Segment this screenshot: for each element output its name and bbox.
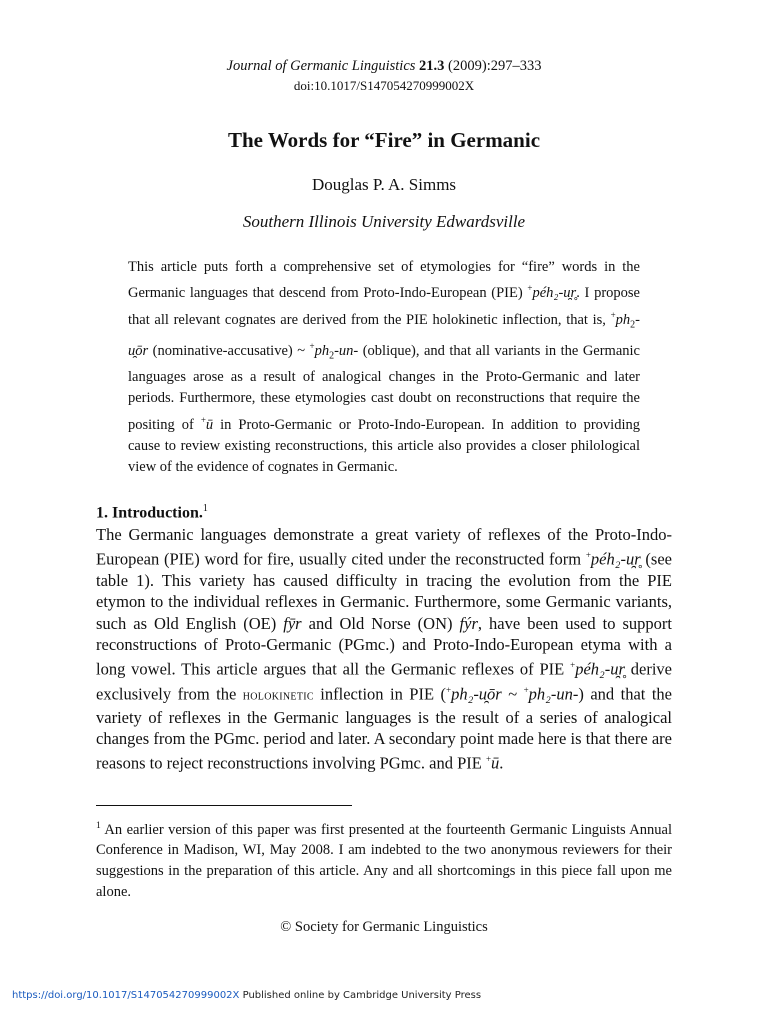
body-text: The Germanic languages demonstrate a great variety of reflexes of the Proto-Indo-European (PIE) word for fire, usually cited under the reconstructed form: [96, 525, 672, 569]
cited-form: fýr: [459, 613, 478, 633]
footnote: [96, 816, 672, 902]
pie-form: ph: [314, 342, 330, 359]
journal-citation: [0, 58, 768, 75]
reconstruction-mark: +: [485, 754, 492, 765]
pie-form: -un-: [334, 342, 359, 359]
body-text: (see table 1). This variety has caused difficulty in tracing the evolution from the PIE etymon to the individual reflexes in Germanic. Furthermore, some Germanic variants, such as Old English (OE): [96, 549, 672, 633]
body-text: ~: [501, 684, 524, 704]
footnote-divider: [96, 805, 352, 806]
reconstruction-mark: +: [610, 309, 616, 320]
reconstruction-mark: +: [309, 340, 315, 351]
intro-paragraph: [96, 524, 672, 774]
body-text: , have been used to support reconstructions of Proto-Germanic (PGmc.) and Proto-Indo-European etyma with a long vowel. This article argues that all the Germanic reflexes of PIE: [96, 613, 672, 679]
article-author: Douglas P. A. Simms: [311, 175, 457, 194]
reconstruction-mark: +: [527, 283, 533, 294]
pie-form: péh₂-u̯r̥: [575, 659, 625, 679]
abstract-text: This article puts forth a comprehensive set of etymologies for “fire” words in the Germanic languages that descend from Proto-Indo-European (PIE): [128, 259, 640, 302]
abstract-text: . I propose that all relevant cognates are derived from the PIE holokinetic inflection, that is,: [128, 285, 640, 328]
footnote-ref[interactable]: 1: [202, 503, 208, 514]
copyright-line: © Society for Germanic Linguistics: [280, 919, 488, 935]
body-text: inflection in PIE (: [313, 684, 446, 704]
cited-form: fȳr: [283, 613, 302, 633]
reconstruction-mark: +: [446, 685, 452, 696]
journal-volume: 21.3: [419, 58, 445, 74]
abstract-text: (oblique), and that all variants in the Germanic languages arose as a result of analogical changes in the Proto-Germanic and later periods. Furthermore, these etymologies cast doubt on reconstructions that require the positing of: [128, 342, 640, 433]
reconstruction-mark: +: [585, 550, 591, 561]
pie-form: ū: [491, 753, 500, 773]
pie-form: péh₂-u̯r̥: [532, 285, 577, 302]
section-heading-text: 1. Introduction.: [96, 504, 203, 522]
pie-form: ph: [615, 311, 631, 328]
body-text: and Old Norse (ON): [301, 613, 460, 633]
doi-link[interactable]: https://doi.org/10.1017/S147054270999002X: [12, 990, 240, 1001]
publisher-note: Published online by Cambridge University Press: [239, 990, 482, 1001]
pie-form-subscript: 2: [329, 350, 335, 362]
bottom-bar: [12, 990, 481, 1001]
body-text: ) and that the variety of reflexes in the Germanic languages is the result of a series of analogical changes from the PGmc. period and later. A secondary point made here is that there are reasons to reject reconstructions involving PGmc. and PIE: [96, 684, 673, 773]
body-text: derive exclusively from the: [96, 659, 672, 704]
doi-line: doi:10.1017/S147054270999002X: [293, 78, 475, 93]
pie-form: ph₂-un-: [528, 684, 579, 704]
footnote-number: 1: [96, 821, 101, 831]
body-text: .: [499, 753, 504, 773]
pie-form: péh₂-u̯r̥: [590, 549, 641, 569]
article-title: The Words for “Fire” in Germanic: [227, 128, 541, 152]
abstract: [128, 257, 640, 479]
reconstruction-mark: +: [523, 685, 529, 696]
section-heading: [96, 503, 208, 522]
pie-form: ū: [205, 416, 214, 433]
abstract-text: (nominative-accusative) ~: [148, 342, 310, 359]
pie-form: ph₂-u̯ōr: [451, 684, 502, 704]
journal-name: Journal of Germanic Linguistics: [226, 58, 416, 74]
footnote-text: An earlier version of this paper was first presented at the fourteenth Germanic Linguists Annual Conference in Madison, WI, May 2008. I am indebted to the two anonymous reviewers for their suggestions in the preparation of this article. Any and all shortcomings in this piece fall upon me alone.: [96, 821, 672, 900]
pie-form-subscript: 2: [630, 319, 636, 331]
small-caps-term: holokinetic: [242, 688, 314, 704]
reconstruction-mark: +: [570, 660, 576, 671]
journal-year-pages: (2009):297–333: [448, 58, 542, 74]
reconstruction-mark: +: [200, 414, 206, 425]
abstract-text: in Proto-Germanic or Proto-Indo-European. In addition to providing cause to review existing reconstructions, this article also provides a closer philological view of the evidence of cognates in Germanic.: [128, 416, 640, 476]
pie-form: -u̯ōr: [128, 311, 640, 359]
article-affiliation: Southern Illinois University Edwardsville: [242, 212, 526, 231]
